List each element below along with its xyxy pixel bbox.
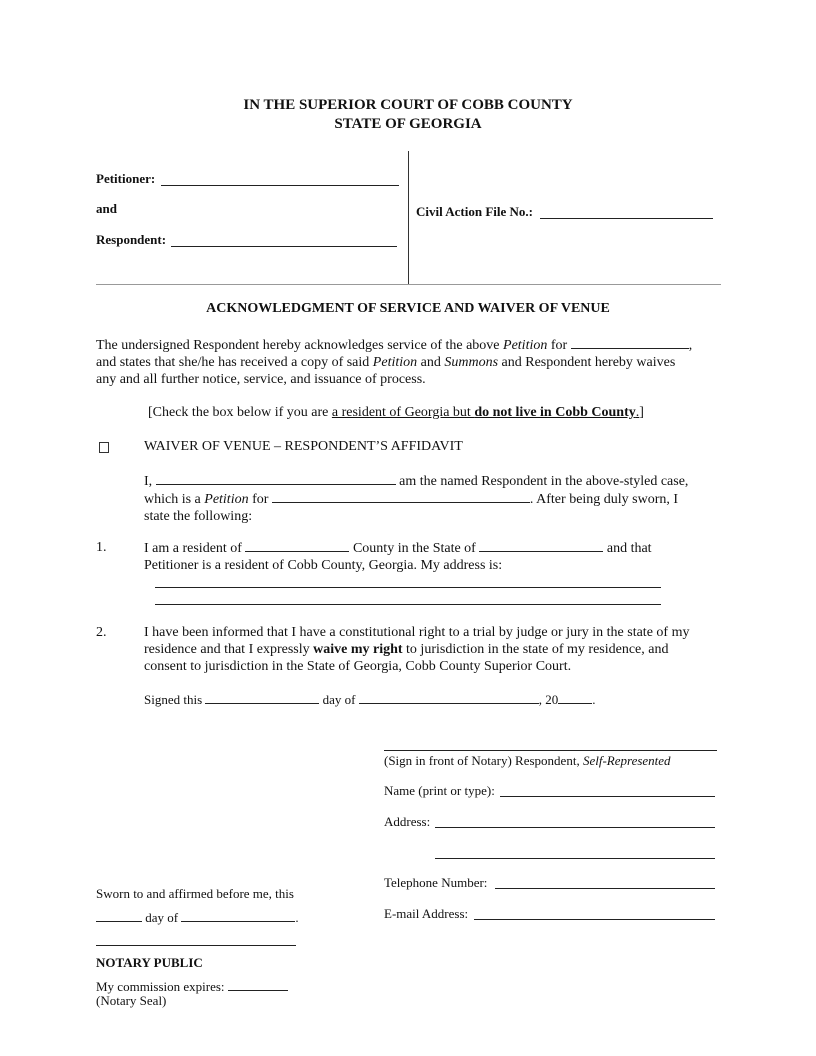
respondent-field[interactable] bbox=[171, 246, 397, 247]
sworn-text: Sworn to and affirmed before me, this bbox=[96, 886, 294, 901]
signed-year-field[interactable] bbox=[558, 691, 592, 704]
telephone-label: Telephone Number: bbox=[384, 875, 488, 890]
state-title: STATE OF GEORGIA bbox=[334, 116, 482, 132]
sworn-date-line: day of . bbox=[96, 909, 299, 926]
item-1-line-2: Petitioner is a resident of Cobb County, Georgia. My address is: bbox=[144, 558, 503, 573]
commission-expires: My commission expires: bbox=[96, 978, 288, 995]
address-line-2[interactable] bbox=[155, 604, 661, 605]
affidavit-line-1: I, am the named Respondent in the above-styled case, bbox=[144, 474, 689, 489]
petitioner-label: Petitioner: bbox=[96, 171, 156, 186]
intro-paragraph bbox=[96, 336, 726, 388]
signed-month-field[interactable] bbox=[359, 691, 539, 704]
signature-caption: (Sign in front of Notary) Respondent, Self-Represented bbox=[384, 753, 671, 768]
court-title: IN THE SUPERIOR COURT OF COBB COUNTY bbox=[243, 97, 573, 113]
commission-expires-field[interactable] bbox=[228, 978, 288, 991]
sworn-month-field[interactable] bbox=[181, 909, 295, 922]
email-field[interactable] bbox=[474, 919, 715, 920]
address-field-2[interactable] bbox=[435, 858, 715, 859]
respondent-label: Respondent: bbox=[96, 232, 167, 247]
item-2-line-3: consent to jurisdiction in the State of Georgia, Cobb County Superior Court. bbox=[144, 659, 572, 674]
state-field[interactable] bbox=[479, 539, 603, 552]
petition-type-field[interactable] bbox=[272, 490, 530, 503]
telephone-field[interactable] bbox=[495, 888, 715, 889]
respondent-signature-line[interactable] bbox=[384, 750, 717, 751]
respondent-name-field[interactable] bbox=[156, 472, 396, 485]
waiver-checkbox[interactable] bbox=[99, 442, 109, 453]
caption-vertical-divider bbox=[408, 151, 409, 284]
item-2-number: 2. bbox=[96, 625, 107, 640]
check-instruction: [Check the box below if you are a resident of Georgia but do not live in Cobb County.] bbox=[148, 405, 644, 420]
notary-public-title: NOTARY PUBLIC bbox=[96, 955, 203, 970]
petition-for-field[interactable] bbox=[571, 336, 689, 349]
caption-horizontal-divider bbox=[96, 284, 721, 285]
petitioner-field[interactable] bbox=[161, 185, 399, 186]
document-title: ACKNOWLEDGMENT OF SERVICE AND WAIVER OF VENUE bbox=[206, 301, 610, 316]
item-2-text bbox=[144, 624, 734, 675]
item-2-line-2: residence and that I expressly waive my right to jurisdiction in the state of my residence, and bbox=[144, 642, 669, 657]
signed-day-field[interactable] bbox=[205, 691, 319, 704]
notary-seal-label: (Notary Seal) bbox=[96, 993, 167, 1008]
name-label: Name (print or type): bbox=[384, 783, 495, 798]
item-2-line-1: I have been informed that I have a constitutional right to a trial by judge or jury in the state of my bbox=[144, 625, 690, 640]
notary-signature-line[interactable] bbox=[96, 945, 296, 946]
name-field[interactable] bbox=[500, 796, 715, 797]
address-line-1[interactable] bbox=[155, 587, 661, 588]
email-label: E-mail Address: bbox=[384, 906, 469, 921]
civil-action-field[interactable] bbox=[540, 218, 713, 219]
item-1-number: 1. bbox=[96, 540, 107, 555]
and-label: and bbox=[96, 201, 117, 216]
signed-line: Signed this day of , 20 . bbox=[144, 692, 596, 707]
address-label: Address: bbox=[384, 814, 431, 829]
intro-line-2: and states that she/he has received a copy of said Petition and Summons and Respondent hereby waives bbox=[96, 355, 676, 370]
intro-line-3: any and all further notice, service, and issuance of process. bbox=[96, 372, 426, 387]
waiver-heading: WAIVER OF VENUE – RESPONDENT’S AFFIDAVIT bbox=[144, 439, 463, 454]
county-field[interactable] bbox=[245, 539, 349, 552]
affidavit-line-2: which is a Petition for . After being duly sworn, I bbox=[144, 492, 679, 507]
civil-action-label: Civil Action File No.: bbox=[416, 204, 533, 219]
item-1-text bbox=[144, 539, 724, 574]
affidavit-line-3: state the following: bbox=[144, 509, 253, 524]
sworn-day-field[interactable] bbox=[96, 909, 142, 922]
item-1-line-1: I am a resident of County in the State of and that bbox=[144, 541, 652, 556]
affidavit-paragraph bbox=[144, 472, 724, 525]
address-field-1[interactable] bbox=[435, 827, 715, 828]
intro-line-1: The undersigned Respondent hereby acknowledges service of the above Petition for , bbox=[96, 338, 693, 353]
